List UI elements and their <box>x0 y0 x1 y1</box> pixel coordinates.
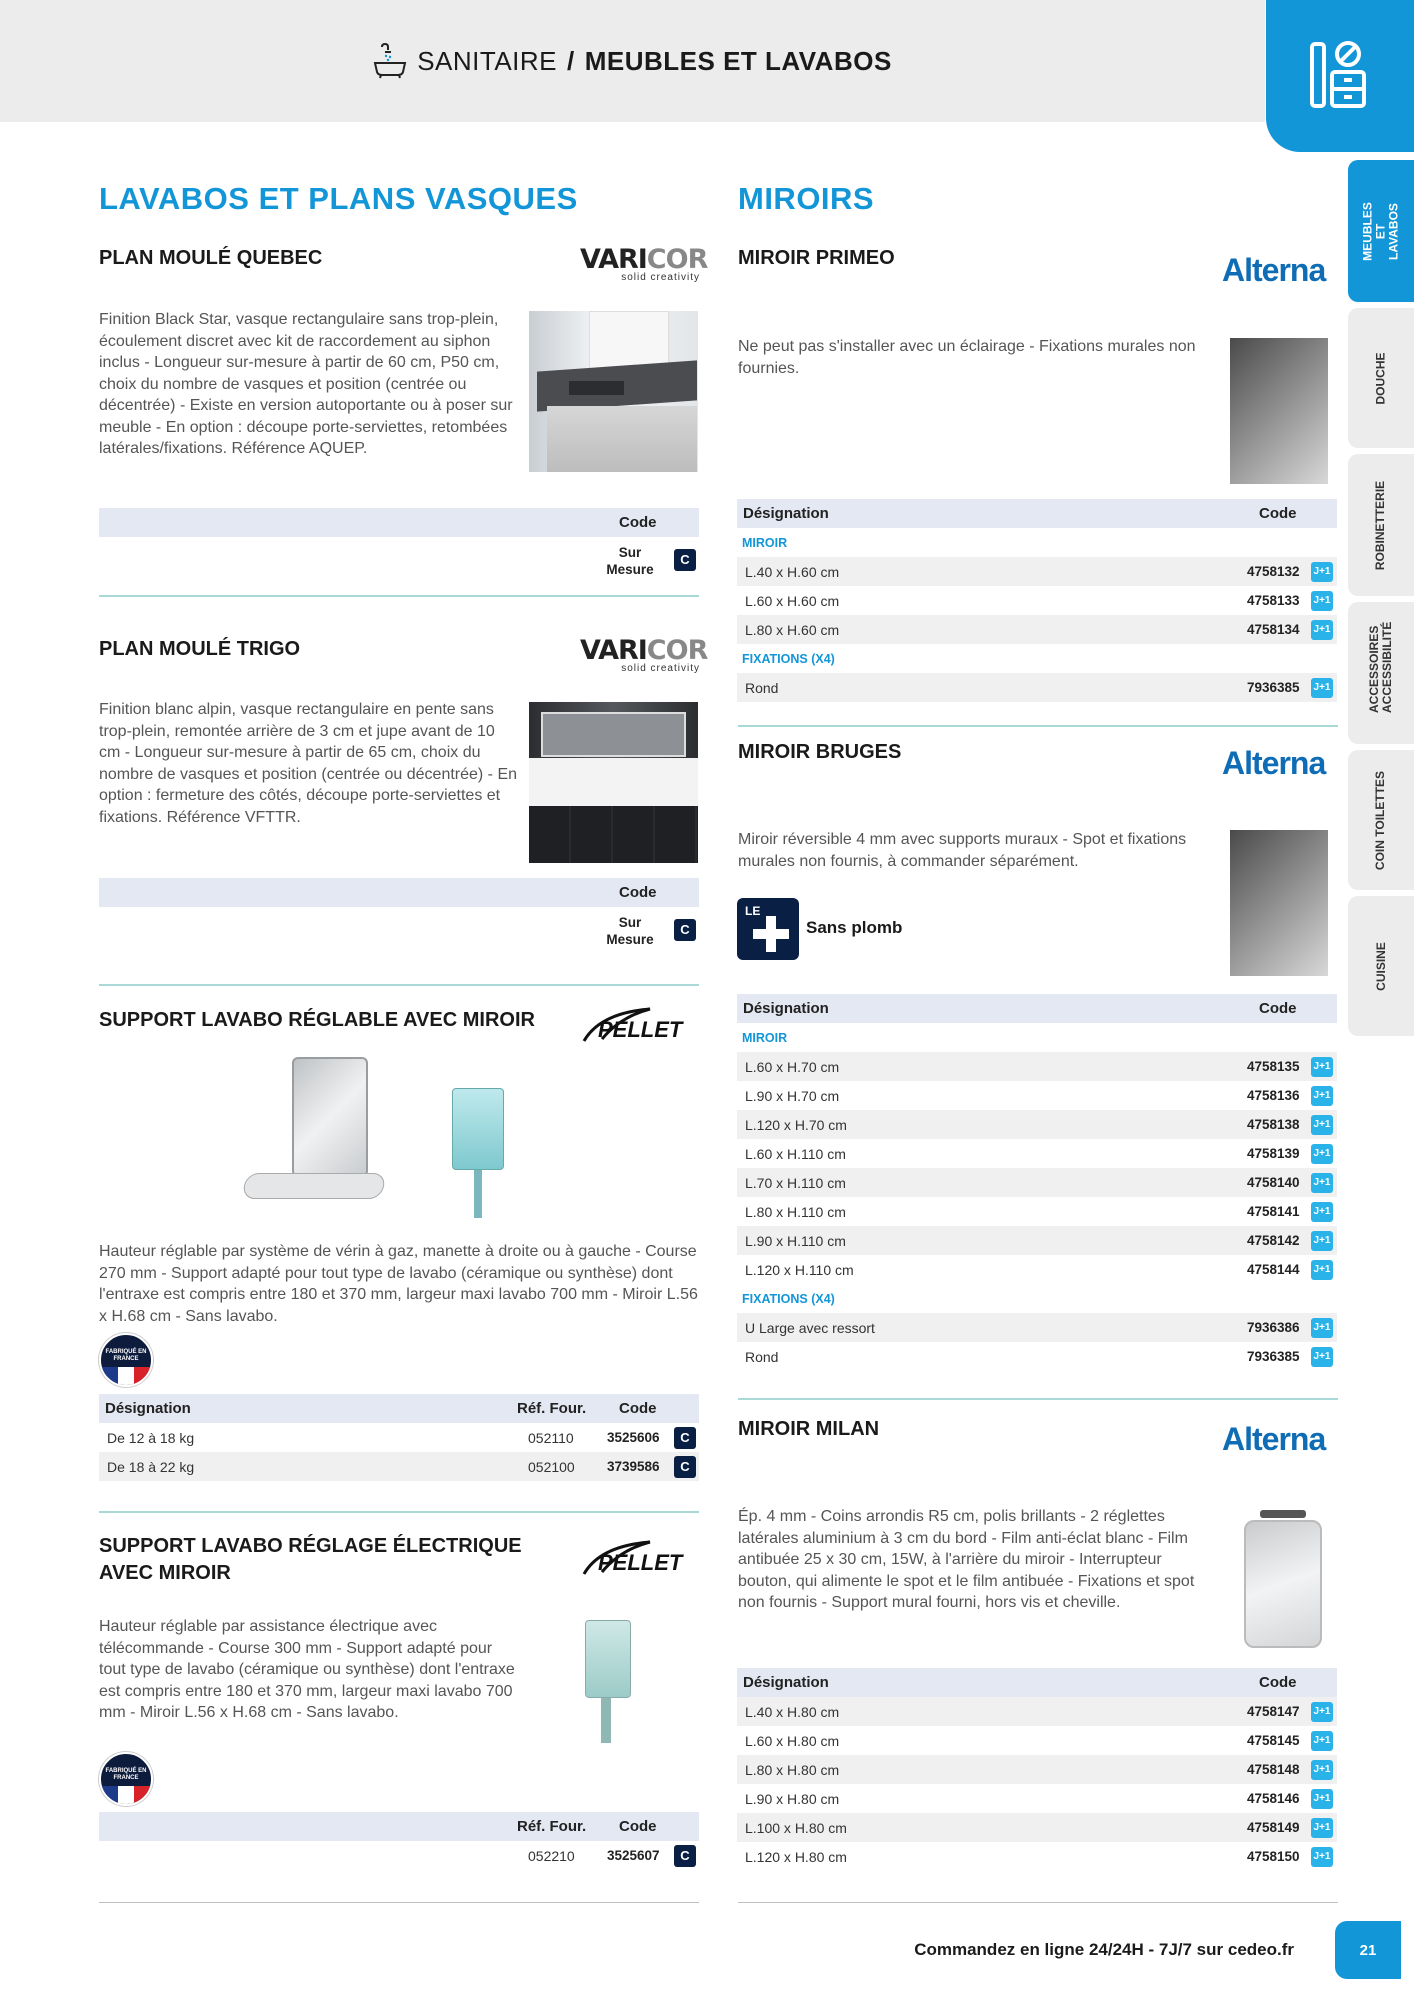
cell-code: 7936386 <box>1247 1320 1300 1335</box>
section-divider <box>99 984 699 986</box>
table-group-label <box>737 1284 1337 1313</box>
badge-j1-icon: J+1 <box>1311 678 1333 698</box>
product-image-quebec <box>529 311 698 472</box>
product-title-primeo: MIROIR PRIMEO <box>738 247 895 269</box>
col-code-header: Code <box>1259 505 1297 522</box>
product-image-support-miroir-alt <box>440 1088 520 1218</box>
cell-designation: L.60 x H.110 cm <box>745 1145 846 1162</box>
table-row <box>99 1423 699 1452</box>
table-row <box>737 1255 1337 1284</box>
cell-code: 4758146 <box>1247 1791 1300 1806</box>
col-designation-header: Désignation <box>105 1400 191 1417</box>
tab-cuisine[interactable] <box>1348 896 1414 1036</box>
cabinet-icon <box>1310 40 1368 112</box>
title-line: AVEC MIROIR <box>99 1562 231 1584</box>
cell-ref: 052110 <box>528 1429 574 1446</box>
badge-j1-icon: J+1 <box>1311 1260 1333 1280</box>
fabrique-en-france-badge <box>99 1752 153 1806</box>
cell-code: 4758144 <box>1247 1262 1300 1277</box>
cell-code: 3525607 <box>607 1848 660 1863</box>
badge-j1-icon: J+1 <box>1311 1731 1333 1751</box>
product-title-support-miroir: SUPPORT LAVABO RÉGLABLE AVEC MIROIR <box>99 1009 535 1031</box>
category-corner-tab <box>1266 0 1414 152</box>
tab-label: ROBINETTERIE <box>1373 480 1388 570</box>
table-row <box>737 1697 1337 1726</box>
cell-designation: L.90 x H.110 cm <box>745 1232 846 1249</box>
product-title-milan: MIROIR MILAN <box>738 1418 880 1440</box>
cell-code: 4758136 <box>1247 1088 1300 1103</box>
tab-label: DOUCHE <box>1373 351 1388 405</box>
badge-c-icon: C <box>674 919 696 941</box>
tab-label: ACCESSOIRES ACCESSIBILITÉ <box>1367 621 1394 713</box>
cell-designation: L.90 x H.80 cm <box>745 1790 840 1807</box>
product-description-support-miroir: Hauteur réglable par système de vérin à gaz, manette à droite ou à gauche - Course 270 mm - Support adapté pour tout type de lavabo (céramique ou synthèse) dont l'entraxe est compris entre 180 et 370 mm, largeur maxi lavabo 700 mm - Miroir L.56 x H.68 cm - Sans lavabo. <box>99 1243 698 1325</box>
pellet-logo <box>580 1538 700 1582</box>
badge-j1-icon: J+1 <box>1311 1347 1333 1367</box>
table-header <box>99 1394 699 1423</box>
cell-code: 4758140 <box>1247 1175 1300 1190</box>
tab-robinetterie[interactable] <box>1348 454 1414 596</box>
table-row <box>737 1110 1337 1139</box>
cell-designation: U Large avec ressort <box>745 1319 875 1336</box>
product-title-support-electrique <box>99 1533 522 1587</box>
table-row <box>737 1197 1337 1226</box>
product-description-support-electrique: Hauteur réglable par assistance électrique avec télécommande - Course 300 mm - Support adapté pour tout type de lavabo (céramique ou synthèse) dont l'entraxe est compris entre 180 et 370 mm, largeur maxi lavabo 700 mm - Miroir L.56 x H.68 cm - Sans lavabo. <box>99 1618 515 1721</box>
cell-designation: L.120 x H.80 cm <box>745 1848 847 1865</box>
cell-code: 7936385 <box>1247 1349 1300 1364</box>
tab-label: COIN TOILETTES <box>1373 770 1388 870</box>
header-title <box>0 0 1265 122</box>
product-description-milan: Ép. 4 mm - Coins arrondis R5 cm, polis brillants - 2 réglettes latérales aluminium à 3 cm du bord - Film anti-éclat blanc - Film antibuée 25 x 30 cm, 15W, à l'arrière du miroir - Interrupteur bouton, qui alimente le spot et le film antibuée - Fixations et spot non fournis - Support mural fourni, hors vis et cheville. <box>738 1508 1195 1611</box>
product-description-primeo: Ne peut pas s'installer avec un éclairage - Fixations murales non fournies. <box>738 338 1196 377</box>
product-title-quebec: PLAN MOULÉ QUEBEC <box>99 247 323 269</box>
cell-designation: L.60 x H.80 cm <box>745 1732 840 1749</box>
table-row <box>737 1726 1337 1755</box>
section-divider <box>738 725 1338 727</box>
cell-designation: L.60 x H.60 cm <box>745 592 840 609</box>
product-description-bruges: Miroir réversible 4 mm avec supports muraux - Spot et fixations murales non fournis, à commander séparément. <box>738 831 1187 870</box>
badge-j1-icon: J+1 <box>1311 1086 1333 1106</box>
cell-code: 4758148 <box>1247 1762 1300 1777</box>
section-title-lavabos: LAVABOS ET PLANS VASQUES <box>99 181 578 216</box>
page-number: 21 <box>1335 1921 1401 1979</box>
table-row <box>737 1226 1337 1255</box>
cell-designation: L.70 x H.110 cm <box>745 1174 846 1191</box>
code-sur-mesure <box>600 544 660 578</box>
table-row <box>737 1755 1337 1784</box>
table-header <box>737 499 1337 528</box>
header-category: SANITAIRE <box>417 45 558 76</box>
feature-sans-plomb: Sans plomb <box>806 918 903 937</box>
varicor-logo: VARICOR solid creativity <box>580 635 708 674</box>
table-row <box>737 1313 1337 1342</box>
badge-c-icon: C <box>674 549 696 571</box>
table-row <box>737 586 1337 615</box>
cell-designation: L.120 x H.110 cm <box>745 1261 854 1278</box>
badge-j1-icon: J+1 <box>1311 1057 1333 1077</box>
col-designation-header: Désignation <box>743 1674 829 1691</box>
product-description-trigo: Finition blanc alpin, vasque rectangulaire en pente sans trop-plein, remontée arrière de 3 cm et jupe avant de 10 cm - Longueur sur-mesure à partir de 65 cm, choix du nombre de vasques et position (centrée ou décentrée) - En option : fermeture des côtés, découpe porte-serviettes et fixations. Référence VFTTR. <box>99 701 518 826</box>
cell-designation: L.80 x H.80 cm <box>745 1761 840 1778</box>
col-ref-header: Réf. Four. <box>517 1400 587 1417</box>
table-row <box>737 1168 1337 1197</box>
table-row <box>737 1139 1337 1168</box>
cell-designation: Rond <box>745 1348 779 1365</box>
badge-c-icon: C <box>674 1845 696 1867</box>
varicor-logo: VARICOR solid creativity <box>580 244 708 283</box>
cell-code: 4758135 <box>1247 1059 1300 1074</box>
cell-code: 4758139 <box>1247 1146 1300 1161</box>
section-divider <box>99 1902 699 1903</box>
le-plus-label: LE <box>745 904 761 918</box>
badge-text: FABRIQUÉ EN FRANCE <box>105 1349 147 1362</box>
group-label: MIROIR <box>742 535 788 550</box>
table-header <box>99 878 699 907</box>
col-code-header: Code <box>1259 1000 1297 1017</box>
cell-code: 4758133 <box>1247 593 1300 608</box>
table-row <box>737 615 1337 644</box>
title-line: SUPPORT LAVABO RÉGLAGE ÉLECTRIQUE <box>99 1535 522 1557</box>
col-code-header: Code <box>619 884 657 901</box>
alterna-logo: Alterna <box>1222 252 1326 288</box>
section-divider <box>738 1902 1338 1903</box>
pellet-logo <box>580 1005 700 1049</box>
col-designation-header: Désignation <box>743 1000 829 1017</box>
tab-accessoires-accessibilite[interactable] <box>1348 602 1414 744</box>
table-header <box>737 994 1337 1023</box>
section-title-miroirs: MIROIRS <box>738 181 875 216</box>
col-ref-header: Réf. Four. <box>517 1818 587 1835</box>
table-group-label <box>737 528 1337 557</box>
group-label: FIXATIONS (X4) <box>742 1291 835 1306</box>
col-designation-header: Désignation <box>743 505 829 522</box>
header-separator: / <box>567 45 575 76</box>
tab-meubles-lavabos[interactable] <box>1348 160 1414 302</box>
badge-j1-icon: J+1 <box>1311 1818 1333 1838</box>
fabrique-en-france-badge <box>99 1333 153 1387</box>
cell-designation: Rond <box>745 679 779 696</box>
cell-code: 4758149 <box>1247 1820 1300 1835</box>
table-row <box>737 1842 1337 1871</box>
badge-j1-icon: J+1 <box>1311 620 1333 640</box>
table-header <box>99 1812 699 1841</box>
table-header <box>737 1668 1337 1697</box>
cell-designation: L.120 x H.70 cm <box>745 1116 847 1133</box>
cell-code: 4758134 <box>1247 622 1300 637</box>
bath-icon <box>373 43 407 79</box>
tab-coin-toilettes[interactable] <box>1348 750 1414 890</box>
table-row <box>737 557 1337 586</box>
tab-label: MEUBLES ET LAVABOS <box>1360 201 1401 261</box>
table-header <box>99 508 699 537</box>
cell-ref: 052100 <box>528 1458 575 1475</box>
product-image-milan <box>1240 1510 1326 1650</box>
table-row <box>99 1841 699 1870</box>
cell-designation: L.60 x H.70 cm <box>745 1058 840 1075</box>
cell-designation: L.80 x H.110 cm <box>745 1203 846 1220</box>
cell-code: 4758147 <box>1247 1704 1300 1719</box>
cell-designation: L.80 x H.60 cm <box>745 621 840 638</box>
brand-tagline: solid creativity <box>621 663 700 674</box>
cell-code: 4758141 <box>1247 1204 1300 1219</box>
badge-j1-icon: J+1 <box>1311 1702 1333 1722</box>
badge-c-icon: C <box>674 1427 696 1449</box>
section-divider <box>738 1398 1338 1400</box>
brand-name: PELLET <box>598 1550 683 1575</box>
product-image-trigo <box>529 702 698 863</box>
product-title-bruges: MIROIR BRUGES <box>738 741 902 763</box>
cell-ref: 052210 <box>528 1847 575 1864</box>
table-row <box>737 1052 1337 1081</box>
alterna-logo: Alterna <box>1222 745 1326 781</box>
product-image-support-electrique <box>575 1618 645 1743</box>
cell-designation: L.100 x H.80 cm <box>745 1819 847 1836</box>
table-group-label <box>737 1023 1337 1052</box>
badge-text: FABRIQUÉ EN FRANCE <box>105 1768 147 1781</box>
badge-c-icon: C <box>674 1456 696 1478</box>
cell-designation: De 18 à 22 kg <box>107 1458 195 1475</box>
code-line: Mesure <box>606 562 654 577</box>
table-row <box>99 1452 699 1481</box>
product-image-bruges <box>1230 830 1328 976</box>
badge-j1-icon: J+1 <box>1311 1760 1333 1780</box>
cell-code: 3739586 <box>607 1459 660 1474</box>
badge-j1-icon: J+1 <box>1311 1789 1333 1809</box>
section-divider <box>99 1511 699 1513</box>
badge-j1-icon: J+1 <box>1311 1115 1333 1135</box>
col-code-header: Code <box>619 1818 657 1835</box>
footer-order-online: Commandez en ligne 24/24H - 7J/7 sur cedeo.fr <box>914 1940 1294 1959</box>
badge-j1-icon: J+1 <box>1311 1847 1333 1867</box>
badge-j1-icon: J+1 <box>1311 1231 1333 1251</box>
badge-j1-icon: J+1 <box>1311 1173 1333 1193</box>
badge-j1-icon: J+1 <box>1311 1318 1333 1338</box>
cell-code: 4758138 <box>1247 1117 1300 1132</box>
cell-designation: De 12 à 18 kg <box>107 1429 195 1446</box>
brand-tagline: solid creativity <box>621 272 700 283</box>
product-image-primeo <box>1230 338 1328 484</box>
cell-code: 4758142 <box>1247 1233 1300 1248</box>
col-code-header: Code <box>1259 1674 1297 1691</box>
code-line: Sur <box>618 545 642 560</box>
header-subcategory: MEUBLES ET LAVABOS <box>584 45 892 76</box>
badge-j1-icon: J+1 <box>1311 1144 1333 1164</box>
code-line: Mesure <box>606 932 654 947</box>
table-group-label <box>737 644 1337 673</box>
tab-douche[interactable] <box>1348 308 1414 448</box>
group-label: FIXATIONS (X4) <box>742 651 835 666</box>
le-plus-icon <box>737 898 799 960</box>
badge-j1-icon: J+1 <box>1311 1202 1333 1222</box>
cell-designation: L.40 x H.80 cm <box>745 1703 840 1720</box>
product-title-trigo: PLAN MOULÉ TRIGO <box>99 638 301 660</box>
cell-designation: L.40 x H.60 cm <box>745 563 840 580</box>
badge-j1-icon: J+1 <box>1311 562 1333 582</box>
table-row <box>737 673 1337 702</box>
cell-code: 7936385 <box>1247 680 1300 695</box>
cell-designation: L.90 x H.70 cm <box>745 1087 840 1104</box>
alterna-logo: Alterna <box>1222 1421 1326 1457</box>
cell-code: 4758150 <box>1247 1849 1300 1864</box>
section-divider <box>99 595 699 597</box>
table-row <box>737 1342 1337 1371</box>
group-label: MIROIR <box>742 1030 788 1045</box>
col-code-header: Code <box>619 514 657 531</box>
table-row <box>737 1081 1337 1110</box>
cell-code: 3525606 <box>607 1430 660 1445</box>
code-sur-mesure <box>600 914 660 948</box>
col-code-header: Code <box>619 1400 657 1417</box>
code-line: Sur <box>618 915 642 930</box>
cell-code: 4758145 <box>1247 1733 1300 1748</box>
table-row <box>737 1813 1337 1842</box>
product-description-quebec: Finition Black Star, vasque rectangulaire sans trop-plein, écoulement discret avec kit de raccordement au siphon inclus - Longueur sur-mesure à partir de 60 cm, P50 cm, choix du nombre de vasques et position (centrée ou décentrée) - Existe en version autoportante ou à poser sur meuble - En option : découpe porte-serviettes, retombées latérales/fixations. Référence AQUEP. <box>99 311 513 457</box>
tab-label: CUISINE <box>1373 941 1388 991</box>
table-row <box>737 1784 1337 1813</box>
brand-name: PELLET <box>598 1017 683 1042</box>
badge-j1-icon: J+1 <box>1311 591 1333 611</box>
product-image-support-miroir <box>240 1055 390 1215</box>
cell-code: 4758132 <box>1247 564 1300 579</box>
